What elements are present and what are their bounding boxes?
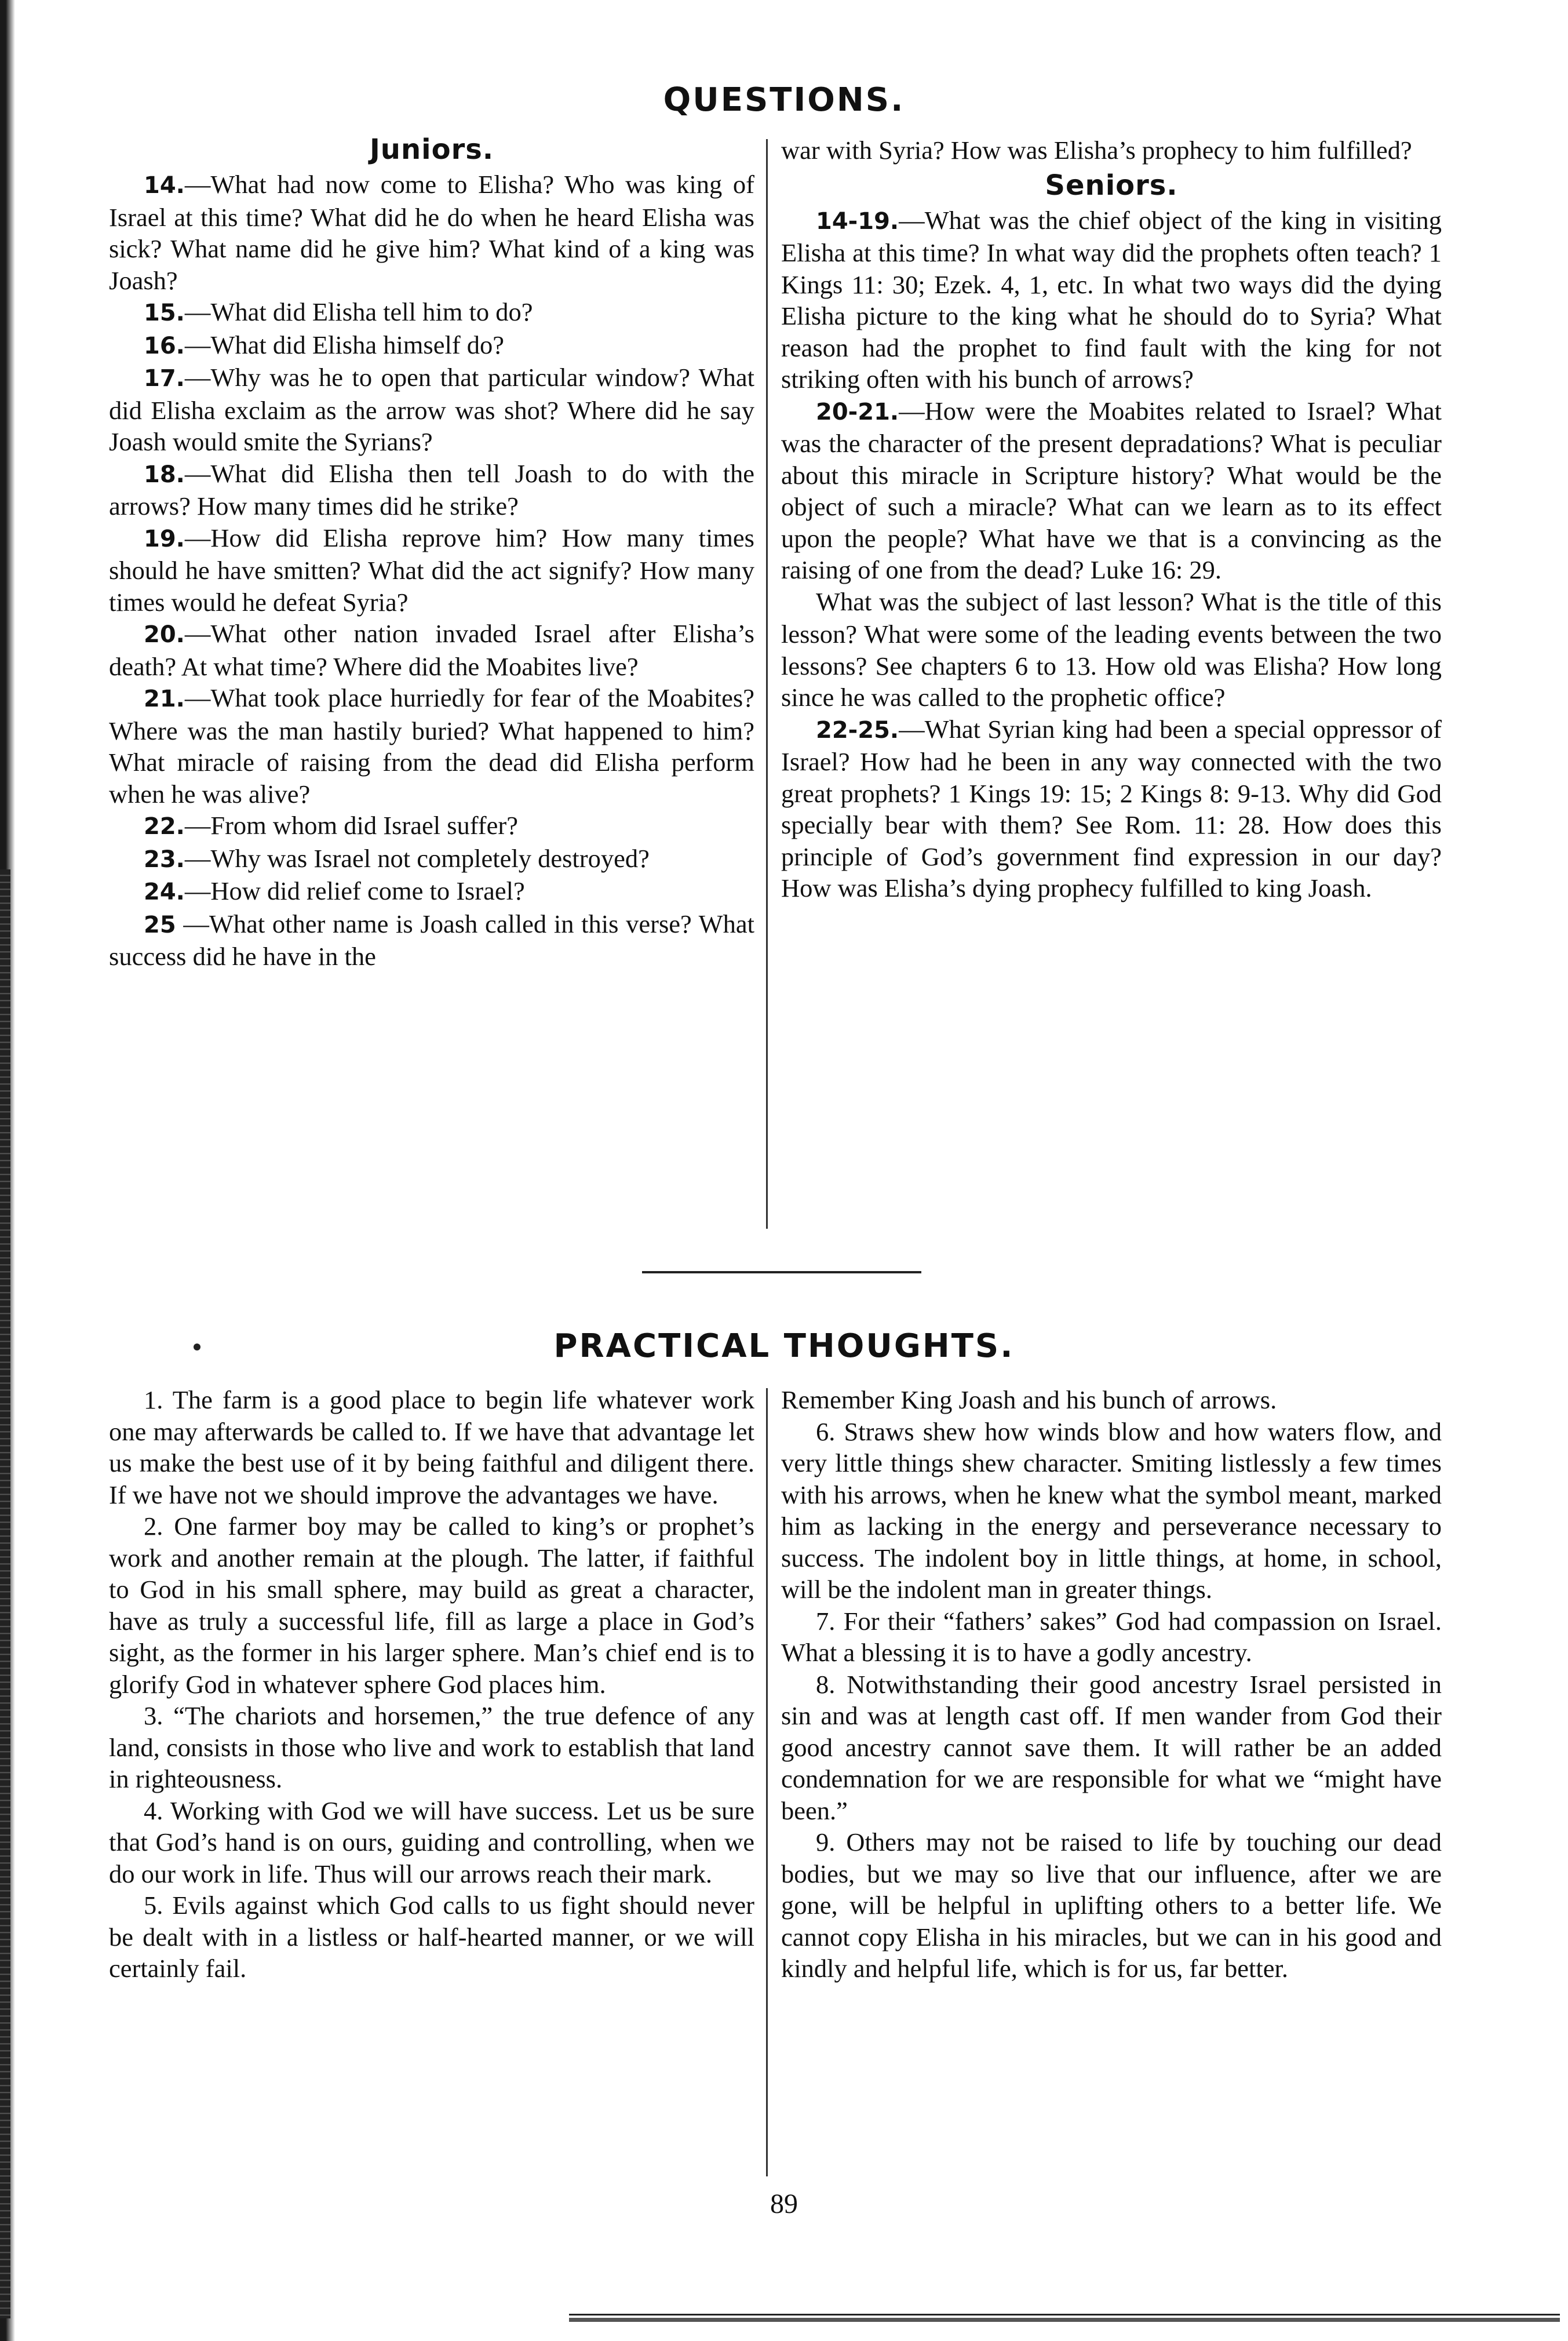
questions-column-divider [766,139,768,1229]
question-item [781,395,1442,586]
question-number: 25 [144,911,176,938]
question-number: 23. [144,846,185,873]
question-number: 21. [144,686,185,712]
section-rule [642,1271,921,1273]
question-item [781,205,1442,395]
question-text: —What was the chief object of the king in visiting Elisha at this time? In what way did the prophets often teach? 1 Kings 11: 30; Ezek. 4, 1, etc. In what two ways did the dying Elisha picture to the king what he should do to Syria? What reason had the prophet to find fault with the king for not striking often with his bunch of arrows? [781,205,1442,394]
question-number: 14. [144,172,185,199]
question-text: —What other nation invaded Israel after Elisha’s death? At what time? Where did the Moabites live? [109,619,754,681]
thought-paragraph: 5. Evils against which God calls to us fight should never be dealt with in a listless or half-hearted manner, or we will certainly fail. [109,1891,754,1983]
question-item [109,458,754,522]
question-item [109,875,754,908]
question-number: 17. [144,365,185,392]
question-item [109,362,754,458]
seniors-heading: Seniors. [1045,169,1178,202]
question-text: —From whom did Israel suffer? [184,811,518,840]
thought-paragraph: 4. Working with God we will have success. Let us be sure that God’s hand is on ours, guiding and controlling, when we do our work in life. Thus will our arrows reach their mark. [109,1796,754,1888]
questions-heading: QUESTIONS. [663,81,905,119]
page-number: 89 [770,2189,798,2219]
question-text: —What Syrian king had been a special oppressor of Israel? How had he been in any way connected with the two great prophets? 1 Kings 19: 15; 2 Kings 8: 9-13. Why did God specially bear with them? See Rom. 11: 28. How does this principle of God’s government find expression in our day? How was Elisha’s dying prophecy fulfilled to king Joash. [781,714,1442,902]
questions-right-column [781,134,1442,904]
thought-paragraph: 2. One farmer boy may be called to king’s or prophet’s work and another remain at the plough. The latter, if faithful to God in his small sphere, may build as great a character, have as truly a successful life, fill as large a place in God’s sight, as the former in his larger sphere. Man’s chief end is to glorify God in whatever sphere God places him. [109,1512,754,1699]
practical-column-divider [766,1388,768,2176]
question-item [109,296,754,329]
question-number: 20. [144,621,185,648]
question-number: 15. [144,300,185,326]
juniors-heading: Juniors. [369,133,494,166]
question-item [109,843,754,876]
question-item [109,908,754,973]
question-text: —What did Elisha himself do? [184,330,505,359]
question-text: —How were the Moabites related to Israel? What was the character of the present depradations? What is peculiar about this miracle in Scripture history? What would be the object of such a miracle? What can we learn as to its effect upon the people? What have we that is a convincing as the raising of one from the dead? Luke 16: 29. [781,396,1442,584]
question-text: —Why was he to open that particular window? What did Elisha exclaim as the arrow was shot? Where did he say Joash would smite the Syrians? [109,363,754,456]
thought-paragraph: 3. “The chariots and horsemen,” the true defence of any land, consists in those who live and work to establish that land in righteousness. [109,1701,754,1793]
question-number: 14-19. [816,207,899,235]
question-item [109,618,754,682]
question-text: —What did Elisha then tell Joash to do with the arrows? How many times did he strike? [109,458,754,520]
scan-binding-edge [0,0,29,2341]
question-text: —How did Elisha reprove him? How many times should he have smitten? What did the act signify? How many times would he defeat Syria? [109,523,754,617]
question-text: —What had now come to Elisha? Who was king of Israel at this time? What did he do when he heard Elisha was sick? What name did he give him? What kind of a king was Joash? [109,170,754,295]
question-item [109,329,754,362]
question-text: —How did relief come to Israel? [184,876,525,905]
question-item [109,169,754,296]
thought-paragraph: 9. Others may not be raised to life by touching our dead bodies, but we may so live that our influence, after we are gone, will be helpful in uplifting others to a better life. We cannot copy Elisha in his miracles, but we can in his good and kindly and helpful life, which is for us, far better. [781,1827,1442,1983]
practical-thoughts-left-column [109,1384,754,1985]
question-number: 18. [144,461,185,488]
question-item [109,682,754,810]
thought-paragraph: 6. Straws shew how winds blow and how waters flow, and very little things shew character. Smiting listlessly a few times with his arrows, when he knew what the symbol meant, marked him as lacking in the energy and perseverance necessary to success. The indolent boy in little things, at home, in school, will be the indolent man in greater things. [781,1417,1442,1604]
practical-thoughts-heading: PRACTICAL THOUGHTS. [553,1327,1015,1365]
question-text: —What other name is Joash called in this verse? What success did he have in the [109,909,754,971]
thought-paragraph: 8. Notwithstanding their good ancestry Israel persisted in sin and was at length cast off. If men wander from God their good ancestry cannot save them. It will rather be an added condemnation for we are responsible for what we “might have been.” [781,1669,1442,1825]
question-text: —Why was Israel not completely destroyed? [184,843,650,873]
question-text: What was the subject of last lesson? What is the title of this lesson? What were some of the leading events between the two lessons? See chapters 6 to 13. How old was Elisha? How long since he was called to the prophetic office? [781,587,1442,712]
bottom-rule [569,2314,1560,2322]
question-text: —What took place hurriedly for fear of the Moabites? Where was the man hastily buried? What happened to him? What miracle of raising from the dead did Elisha perform when he was alive? [109,683,754,809]
question-item [781,586,1442,713]
practical-thoughts-right-column [781,1384,1442,1985]
question-number: 22. [144,813,185,840]
question-item [109,810,754,843]
juniors-continuation: war with Syria? How was Elisha’s prophecy to him fulfilled? [781,136,1412,165]
question-number: 19. [144,525,185,552]
thought-paragraph: 7. For their “fathers’ sakes” God had compassion on Israel. What a blessing it is to have a godly ancestry. [781,1606,1442,1667]
question-item [109,522,754,618]
question-item [781,713,1442,904]
thought-continuation: Remember King Joash and his bunch of arrows. [781,1385,1277,1414]
thought-paragraph: 1. The farm is a good place to begin life whatever work one may afterwards be called to. If we have that advantage let us make the best use of it by being faithful and diligent there. If we have not we should improve the advantages we have. [109,1385,754,1509]
question-text: —What did Elisha tell him to do? [184,297,533,326]
question-number: 16. [144,332,185,359]
question-number: 22-25. [816,716,899,744]
question-number: 24. [144,879,185,905]
questions-left-column [109,130,754,973]
question-number: 20-21. [816,398,899,425]
